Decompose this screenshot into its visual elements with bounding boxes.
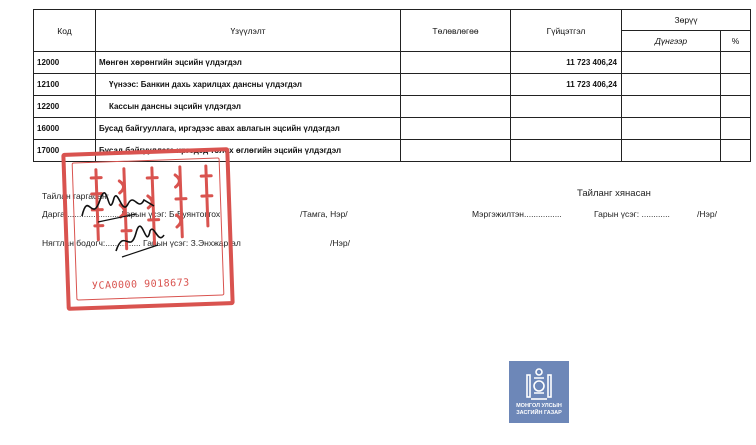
row-label: Бусад байгууллага, иргэдээс авах авлагын эцсийн үлдэгдэл xyxy=(96,118,401,140)
header-performance: Гүйцэтгэл xyxy=(511,10,622,52)
accountant-line: Нягтлан бодогч:............... Гарын үсэг: З.Энхжаргал xyxy=(42,238,241,248)
row-variance-percent xyxy=(721,96,751,118)
government-logo xyxy=(509,361,569,423)
row-performance xyxy=(511,96,622,118)
header-variance-percent: % xyxy=(721,31,751,52)
row-code: 17000 xyxy=(34,140,96,162)
row-performance: 11 723 406,24 xyxy=(511,74,622,96)
soyombo-icon xyxy=(509,363,569,403)
header-indicator: Үзүүлэлт xyxy=(96,10,401,52)
row-variance-amount xyxy=(622,52,721,74)
row-performance xyxy=(511,118,622,140)
row-variance-percent xyxy=(721,52,751,74)
specialist-suffix: /Нэр/ xyxy=(697,209,717,219)
logo-line-1: МОНГОЛ УЛСЫН xyxy=(516,403,562,409)
row-code: 16000 xyxy=(34,118,96,140)
row-code: 12200 xyxy=(34,96,96,118)
report-table xyxy=(33,9,751,162)
row-variance-amount xyxy=(622,140,721,162)
row-plan xyxy=(401,96,511,118)
row-plan xyxy=(401,52,511,74)
table-row xyxy=(34,52,751,74)
row-performance xyxy=(511,140,622,162)
stamp-code: УСА0000 9018673 xyxy=(91,277,190,292)
header-variance-amount: Дүнгээр xyxy=(622,31,721,52)
prepared-heading: Тайлан гаргасан: xyxy=(42,191,110,201)
row-label: Кассын дансны эцсийн үлдэгдэл xyxy=(96,96,401,118)
director-line: Дарга:...................... Гарын үсэг: Б.Буянтогтох xyxy=(42,209,221,219)
logo-line-2: ЗАСГИЙН ГАЗАР xyxy=(516,410,562,416)
row-plan xyxy=(401,118,511,140)
row-label: Мөнгөн хөрөнгийн эцсийн үлдэгдэл xyxy=(96,52,401,74)
specialist-sign: Гарын үсэг: ............ xyxy=(594,209,670,219)
accountant-signature-icon xyxy=(110,221,170,261)
director-suffix: /Тамга, Нэр/ xyxy=(300,209,348,219)
row-label: Бусад байгууллага иргэдэд төлөх өглөгийн эцсийн үлдэгдэл xyxy=(96,140,401,162)
row-plan xyxy=(401,140,511,162)
row-variance-amount xyxy=(622,118,721,140)
table-row xyxy=(34,74,751,96)
header-variance: Зөрүү xyxy=(622,10,751,31)
header-code: Код xyxy=(34,10,96,52)
row-variance-amount xyxy=(622,96,721,118)
accountant-suffix: /Нэр/ xyxy=(330,238,350,248)
row-variance-percent xyxy=(721,118,751,140)
row-label: Үүнээс: Банкин дахь харилцах дансны үлдэгдэл xyxy=(96,74,401,96)
table-row xyxy=(34,96,751,118)
reviewed-heading: Тайланг хянасан xyxy=(577,188,651,199)
row-variance-amount xyxy=(622,74,721,96)
row-variance-percent xyxy=(721,140,751,162)
row-variance-percent xyxy=(721,74,751,96)
specialist-line: Мэргэжилтэн................ xyxy=(472,209,562,219)
row-code: 12000 xyxy=(34,52,96,74)
row-performance: 11 723 406,24 xyxy=(511,52,622,74)
header-plan: Төлөвлөгөө xyxy=(401,10,511,52)
row-code: 12100 xyxy=(34,74,96,96)
row-plan xyxy=(401,74,511,96)
table-row xyxy=(34,118,751,140)
